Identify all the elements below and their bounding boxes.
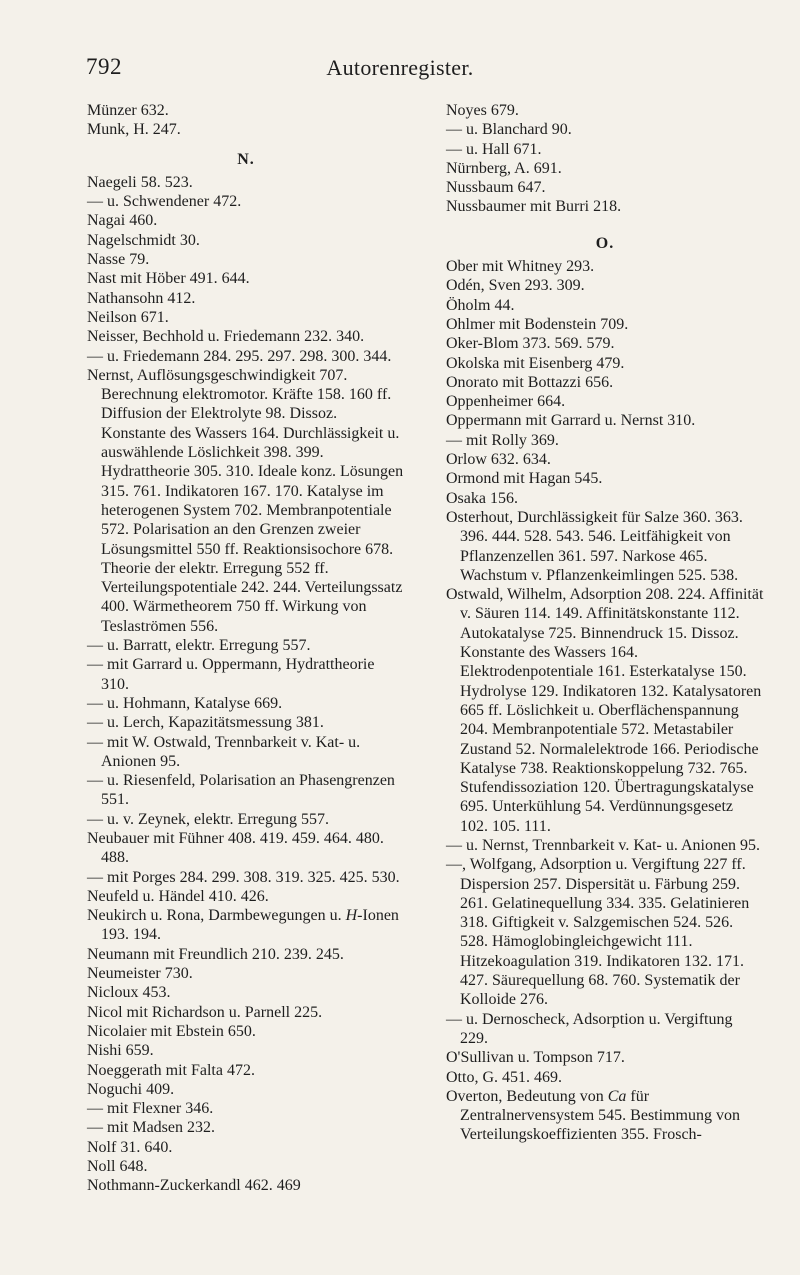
index-entry-text: Nagelschmidt 30. — [87, 231, 200, 249]
index-entry — [446, 296, 764, 315]
index-entry-text: Nicolaier mit Ebstein 650. — [87, 1022, 256, 1040]
index-entry — [446, 469, 764, 488]
index-entry-text: Nürnberg, A. 691. — [446, 159, 562, 177]
index-entry — [87, 1176, 405, 1195]
index-entry — [87, 810, 405, 829]
index-entry — [87, 366, 405, 636]
index-entry — [446, 257, 764, 276]
index-entry — [87, 983, 405, 1002]
index-entry-text: Nothmann-Zuckerkandl 462. 469 — [87, 1177, 301, 1195]
index-column-left — [87, 101, 405, 1196]
index-entry — [446, 392, 764, 411]
index-entry-text: — u. Riesenfeld, Polarisation an Phasengrenzen 551. — [87, 772, 395, 809]
index-entry-text: — u. Hohmann, Katalyse 669. — [87, 694, 283, 712]
index-entry — [87, 1118, 405, 1137]
index-entry — [87, 250, 405, 269]
index-entry — [446, 489, 764, 508]
index-entry-text: Osaka 156. — [446, 489, 518, 507]
index-entry — [446, 1087, 764, 1145]
index-entry — [87, 829, 405, 868]
index-entry-text: Oker-Blom 373. 569. 579. — [446, 335, 615, 353]
page-header — [0, 54, 800, 88]
index-entry — [446, 411, 764, 430]
index-entry — [87, 347, 405, 366]
index-entry-text: Nagai 460. — [87, 212, 158, 230]
index-entry-text: Ostwald, Wilhelm, Adsorption 208. 224. Affinität v. Säuren 114. 149. Affinitätskonstante 112. Autokatalyse 725. Binnendruck 15. Dissoz. Konstante des Wassers 164. Elektrodenpotentiale 161. Esterkatalyse 150. Hydrolyse 129. Indikatoren 132. Katalysatoren 665 ff. Löslichkeit u. Oberflächenspannung 204. Membranpotentiale 572. Metastabiler Zustand 52. Normalelektrode 166. Periodische Katalyse 738. Reaktionskoppelung 732. 765. Stufendissoziation 120. Übertragungskatalyse 695. Unterkühlung 54. Verdünnungsgesetz 102. 105. 111. — [446, 586, 764, 835]
index-entry-text: Noll 648. — [87, 1158, 148, 1176]
index-entry-text: Neubauer mit Fühner 408. 419. 459. 464. 480. 488. — [87, 829, 384, 867]
index-entry — [446, 585, 764, 836]
index-entry-text: Münzer 632. — [87, 102, 169, 119]
index-entry — [87, 101, 405, 120]
index-entry — [87, 1022, 405, 1041]
index-entry — [446, 855, 764, 1009]
index-entry-text: Neisser, Bechhold u. Friedemann 232. 340. — [87, 328, 365, 346]
index-entry — [87, 713, 405, 732]
index-entry-italic-symbol: Ca — [607, 1087, 627, 1105]
index-entry — [87, 733, 405, 772]
index-entry — [87, 1157, 405, 1176]
index-entry-text: Nussbaumer mit Burri 218. — [446, 198, 622, 216]
index-entry-text: — mit Madsen 232. — [87, 1119, 215, 1137]
index-entry-text: Overton, Bedeutung von — [446, 1087, 604, 1105]
index-entry — [87, 308, 405, 327]
index-entry-text: Nathansohn 412. — [87, 289, 196, 307]
index-entry-text: Nasse 79. — [87, 251, 150, 269]
index-entry — [87, 1041, 405, 1060]
index-entry-text: Oppenheimer 664. — [446, 393, 566, 411]
index-entry-text: Oppermann mit Garrard u. Nernst 310. — [446, 412, 696, 430]
index-entry — [446, 140, 764, 159]
index-entry — [446, 373, 764, 392]
index-entry — [446, 431, 764, 450]
page-number: 792 — [86, 54, 122, 79]
index-entry — [87, 655, 405, 694]
index-entry-text: Ormond mit Hagan 545. — [446, 470, 603, 488]
index-entry-text: — u. Nernst, Trennbarkeit v. Kat- u. Anionen 95. — [446, 836, 761, 854]
index-entry-text: Neumeister 730. — [87, 965, 193, 983]
index-entry — [87, 964, 405, 983]
index-entry — [446, 1048, 764, 1067]
index-entry — [87, 1099, 405, 1118]
index-entry-text: Osterhout, Durchlässigkeit für Salze 360. 363. 396. 444. 528. 543. 546. Leitfähigkeit von Pflanzenzellen 361. 597. Narkose 465. Wachstum v. Pflanzenkeimlingen 525. 538. — [446, 508, 743, 584]
index-entry — [87, 868, 405, 887]
index-entry-text: Nishi 659. — [87, 1042, 154, 1060]
index-entry-text: Neumann mit Freundlich 210. 239. 245. — [87, 945, 344, 963]
index-entry-text: —, Wolfgang, Adsorption u. Vergiftung 227 ff. Dispersion 257. Dispersität u. Färbung 259. 261. Gelatinequellung 334. 335. Gelatinieren 318. Giftigkeit v. Salzgemischen 524. 526. 528. Hämoglobingleichgewicht 111. Hitzekoagulation 319. Indikatoren 132. 171. 427. Säurequellung 68. 760. Systematik der Kolloide 276. — [446, 856, 750, 1009]
index-entry-text: Neilson 671. — [87, 308, 169, 326]
index-entry-text: Noyes 679. — [446, 102, 519, 119]
section-letter-heading: N. — [237, 150, 255, 168]
index-entry — [446, 101, 764, 120]
index-entry — [446, 197, 764, 216]
index-entry-text: Odén, Sven 293. 309. — [446, 277, 585, 295]
index-entry-text: Nicol mit Richardson u. Parnell 225. — [87, 1003, 323, 1021]
index-entry — [87, 1003, 405, 1022]
index-entry-text: — u. Blanchard 90. — [446, 121, 572, 139]
index-entry — [87, 173, 405, 192]
index-entry-text: Nernst, Auflösungsgeschwindigkeit 707. Berechnung elektromotor. Kräfte 158. 160 ff. Diffusion der Elektrolyte 98. Dissoz. Konstante des Wassers 164. Durchlässigkeit u. auswählende Löslichkeit 398. 399. Hydrattheorie 305. 310. Ideale konz. Lösungen 315. 761. Indikatoren 167. 170. Katalyse im heterogenen System 702. Membranpotentiale 572. Polarisation an den Grenzen zweier Lösungsmittel 550 ff. Reaktionsisochore 678. Theorie der elektr. Erregung 552 ff. Verteilungspotentiale 242. 244. Verteilungssatz 400. Wärmetheorem 750 ff. Wirkung von Teslaströmen 556. — [87, 366, 404, 635]
index-entry-text: Orlow 632. 634. — [446, 451, 551, 469]
index-entry — [446, 159, 764, 178]
index-entry — [446, 120, 764, 139]
index-entry-text: Noeggerath mit Falta 472. — [87, 1061, 255, 1079]
index-entry — [87, 327, 405, 346]
index-entry — [446, 508, 764, 585]
index-entry — [87, 906, 405, 945]
index-entry-text: — u. Barratt, elektr. Erregung 557. — [87, 637, 311, 655]
index-entry — [87, 192, 405, 211]
index-entry-text: Ober mit Whitney 293. — [446, 258, 595, 276]
index-entry-text: Otto, G. 451. 469. — [446, 1068, 562, 1086]
index-entry-italic-symbol: H — [345, 907, 358, 925]
index-entry — [446, 178, 764, 197]
index-entry — [446, 276, 764, 295]
index-entry — [87, 211, 405, 230]
index-entry — [87, 1061, 405, 1080]
index-entry-text: — u. Dernoscheck, Adsorption u. Vergiftung 229. — [446, 1010, 733, 1047]
index-entry-text: — mit Garrard u. Oppermann, Hydrattheorie 310. — [87, 656, 375, 693]
index-entry-text: — u. v. Zeynek, elektr. Erregung 557. — [87, 810, 330, 828]
index-entry — [87, 120, 405, 139]
index-entry-text: Öholm 44. — [446, 296, 515, 314]
index-entry-text: Munk, H. 247. — [87, 121, 181, 139]
index-entry-text: Okolska mit Eisenberg 479. — [446, 354, 625, 372]
index-entry — [446, 334, 764, 353]
index-entry — [87, 887, 405, 906]
index-entry-text: — mit Rolly 369. — [446, 431, 559, 449]
index-entry — [446, 450, 764, 469]
index-entry-text: — mit W. Ostwald, Trennbarkeit v. Kat- u. Anionen 95. — [87, 733, 361, 770]
index-entry — [446, 1068, 764, 1087]
index-column-right — [446, 101, 764, 1145]
index-entry — [446, 315, 764, 334]
index-entry — [87, 289, 405, 308]
index-entry-text-continued: -Ionen 193. 194. — [101, 907, 399, 944]
index-entry — [446, 836, 764, 855]
index-entry — [87, 231, 405, 250]
index-entry — [87, 1080, 405, 1099]
index-entry-text: — u. Hall 671. — [446, 140, 542, 158]
index-entry-text: Onorato mit Bottazzi 656. — [446, 373, 614, 391]
section-letter-heading: O. — [595, 234, 615, 252]
index-entry-text: Neukirch u. Rona, Darmbewegungen u. — [87, 907, 342, 925]
index-entry — [446, 1010, 764, 1049]
running-title: Autorenregister. — [326, 55, 474, 80]
index-entry — [87, 269, 405, 288]
index-entry-text: Nolf 31. 640. — [87, 1138, 173, 1156]
index-entry-text: Naegeli 58. 523. — [87, 173, 193, 191]
index-entry — [87, 1138, 405, 1157]
index-entry-text-continued: für Zentralnervensystem 545. Bestimmung von Verteilungskoeffizienten 355. Frosch- — [460, 1087, 740, 1144]
index-entry-text: Ohlmer mit Bodenstein 709. — [446, 315, 629, 333]
index-entry — [87, 945, 405, 964]
index-entry-text: — u. Lerch, Kapazitätsmessung 381. — [87, 714, 324, 732]
index-entry-text: — u. Friedemann 284. 295. 297. 298. 300. 344. — [87, 347, 392, 365]
index-entry-text: Nast mit Höber 491. 644. — [87, 270, 250, 288]
index-entry — [87, 636, 405, 655]
index-entry-text: O'Sullivan u. Tompson 717. — [446, 1049, 625, 1067]
index-entry-text: Neufeld u. Händel 410. 426. — [87, 887, 269, 905]
index-entry-text: Nussbaum 647. — [446, 179, 546, 197]
index-entry-text: — mit Flexner 346. — [87, 1100, 214, 1118]
index-entry — [87, 694, 405, 713]
index-entry-text: — u. Schwendener 472. — [87, 193, 242, 211]
index-entry-text: Nicloux 453. — [87, 984, 171, 1002]
index-entry — [446, 354, 764, 373]
index-entry-text: Noguchi 409. — [87, 1080, 175, 1098]
index-entry-text: — mit Porges 284. 299. 308. 319. 325. 425. 530. — [87, 868, 400, 886]
index-entry — [87, 771, 405, 810]
